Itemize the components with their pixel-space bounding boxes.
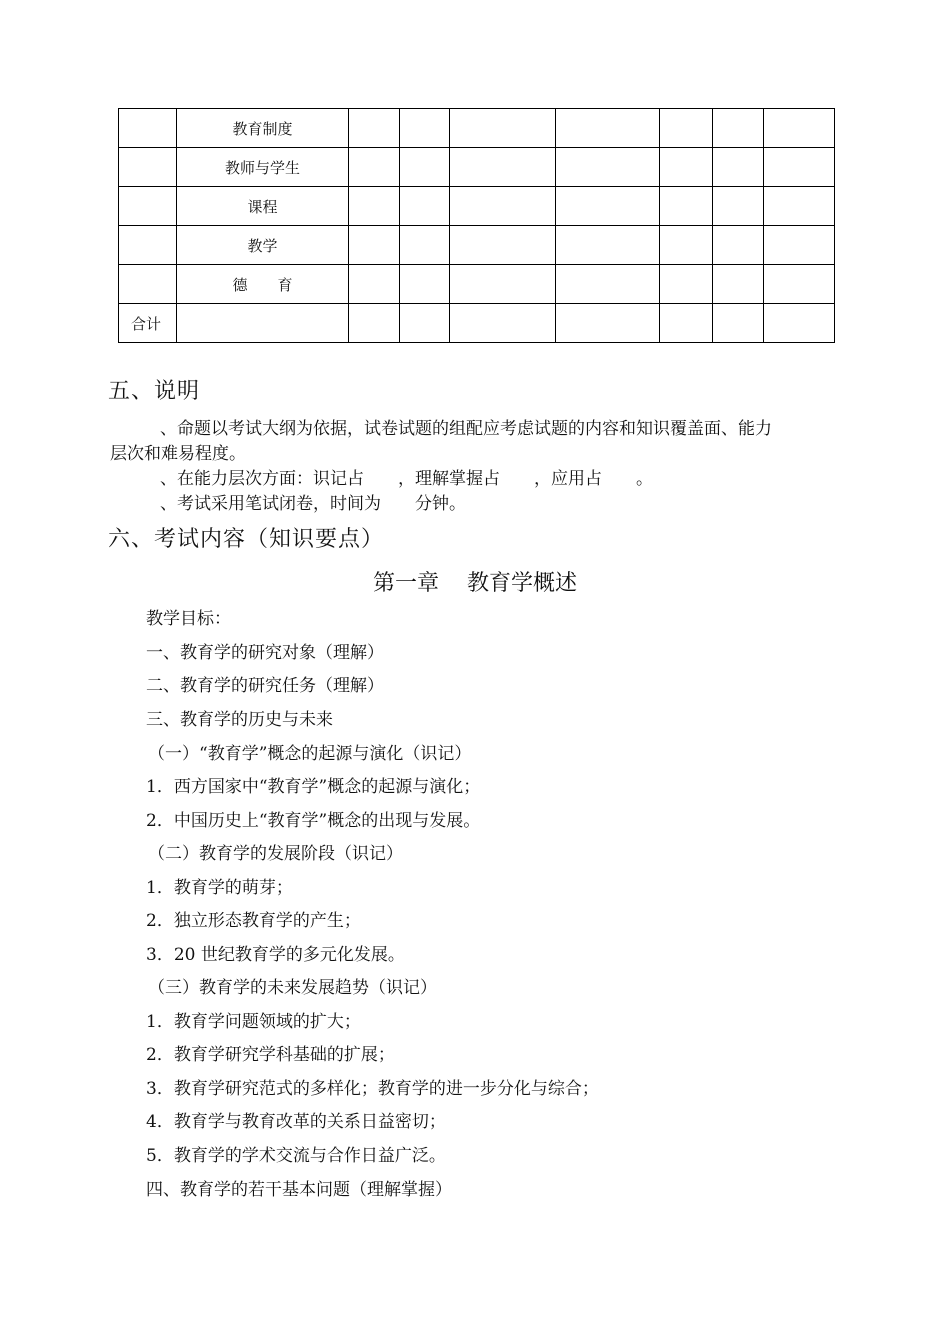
outline-line: （一）“教育学”概念的起源与演化（识记） xyxy=(148,744,472,764)
outline-line: 4．教育学与教育改革的关系日益密切； xyxy=(146,1112,446,1132)
table-cell-empty xyxy=(400,226,450,265)
table-cell-empty xyxy=(660,148,713,187)
table-cell-empty xyxy=(400,304,450,343)
table-cell-empty xyxy=(349,265,400,304)
table-cell-empty xyxy=(713,226,764,265)
table-cell-empty xyxy=(764,265,835,304)
outline-line: 1．西方国家中“教育学”概念的起源与演化； xyxy=(146,777,481,797)
table-cell-empty xyxy=(713,304,764,343)
table-cell-empty xyxy=(556,304,660,343)
table-row xyxy=(119,109,835,148)
table-row xyxy=(119,226,835,265)
table-cell-first xyxy=(119,265,177,304)
table-cell-empty xyxy=(556,187,660,226)
outline-line: 3．教育学研究范式的多样化；教育学的进一步分化与综合； xyxy=(146,1079,599,1099)
table-cell-empty xyxy=(349,226,400,265)
section-five-para-2: 、在能力层次方面：识记占 ，理解掌握占 ，应用占 。 xyxy=(160,469,653,489)
table-cell-name: 教师与学生 xyxy=(177,148,349,187)
table-cell-empty xyxy=(450,304,556,343)
table-cell-empty xyxy=(400,187,450,226)
table-cell-empty xyxy=(764,304,835,343)
table-cell-name xyxy=(177,304,349,343)
table-cell-first xyxy=(119,187,177,226)
table-cell-empty xyxy=(400,109,450,148)
table-row xyxy=(119,304,835,343)
outline-line: 1．教育学的萌芽； xyxy=(146,878,293,898)
table-cell-empty xyxy=(660,226,713,265)
outline-line: 1．教育学问题领域的扩大； xyxy=(146,1012,361,1032)
table-row xyxy=(119,148,835,187)
section-five-title: 五、说明 xyxy=(108,379,201,404)
table-cell-empty xyxy=(713,187,764,226)
table-row xyxy=(119,187,835,226)
outline-line: 2．教育学研究学科基础的扩展； xyxy=(146,1045,395,1065)
table-cell-first: 合计 xyxy=(119,304,177,343)
table-cell-empty xyxy=(764,226,835,265)
table-cell-name: 教育制度 xyxy=(177,109,349,148)
table-cell-name: 课程 xyxy=(177,187,349,226)
outline-line: （二）教育学的发展阶段（识记） xyxy=(148,844,403,864)
table-cell-first xyxy=(119,148,177,187)
table-cell-name: 德 育 xyxy=(177,265,349,304)
table-cell-empty xyxy=(660,304,713,343)
table-cell-empty xyxy=(400,148,450,187)
chapter-label: 第一章 xyxy=(372,571,439,596)
outline-line: 2．独立形态教育学的产生； xyxy=(146,911,361,931)
table-cell-empty xyxy=(556,226,660,265)
table-cell-empty xyxy=(660,109,713,148)
table-cell-empty xyxy=(556,109,660,148)
outline-line: 一、教育学的研究对象（理解） xyxy=(146,643,384,663)
outline-line: 四、教育学的若干基本问题（理解掌握） xyxy=(146,1180,452,1200)
table-cell-empty xyxy=(713,265,764,304)
table-cell-empty xyxy=(349,148,400,187)
table-cell-empty xyxy=(556,148,660,187)
table-cell-empty xyxy=(660,265,713,304)
outline-line: 2．中国历史上“教育学”概念的出现与发展。 xyxy=(146,811,481,831)
table-cell-empty xyxy=(450,109,556,148)
table-cell-empty xyxy=(713,109,764,148)
section-five-para-3: 、考试采用笔试闭卷，时间为 分钟。 xyxy=(160,494,466,514)
table-cell-empty xyxy=(764,187,835,226)
outline-line: 二、教育学的研究任务（理解） xyxy=(146,676,384,696)
outline-line: （三）教育学的未来发展趋势（识记） xyxy=(148,978,437,998)
section-five-para-1: 、命题以考试大纲为依据，试卷试题的组配应考虑试题的内容和知识覆盖面、能力 xyxy=(160,419,772,439)
table-cell-empty xyxy=(450,148,556,187)
chapter-heading xyxy=(0,566,950,597)
table-cell-empty xyxy=(450,226,556,265)
table-cell-empty xyxy=(764,148,835,187)
section-five-para-1-cont: 层次和难易程度。 xyxy=(110,444,246,464)
outline-line: 三、教育学的历史与未来 xyxy=(146,710,333,730)
table-cell-empty xyxy=(713,148,764,187)
score-table xyxy=(118,108,835,343)
chapter-title: 教育学概述 xyxy=(467,571,578,596)
table-cell-first xyxy=(119,226,177,265)
table-cell-empty xyxy=(660,187,713,226)
outline-line: 5．教育学的学术交流与合作日益广泛。 xyxy=(146,1146,446,1166)
section-six-title: 六、考试内容（知识要点） xyxy=(108,527,385,552)
table-cell-first xyxy=(119,109,177,148)
outline-line: 3．20 世纪教育学的多元化发展。 xyxy=(146,945,405,965)
table-cell-empty xyxy=(400,265,450,304)
table-cell-empty xyxy=(764,109,835,148)
table-cell-empty xyxy=(349,304,400,343)
table-cell-empty xyxy=(349,109,400,148)
table-cell-empty xyxy=(556,265,660,304)
outline-line: 教学目标： xyxy=(146,609,231,629)
table-cell-empty xyxy=(349,187,400,226)
table-cell-empty xyxy=(450,187,556,226)
table-row xyxy=(119,265,835,304)
table-cell-empty xyxy=(450,265,556,304)
table-cell-name: 教学 xyxy=(177,226,349,265)
